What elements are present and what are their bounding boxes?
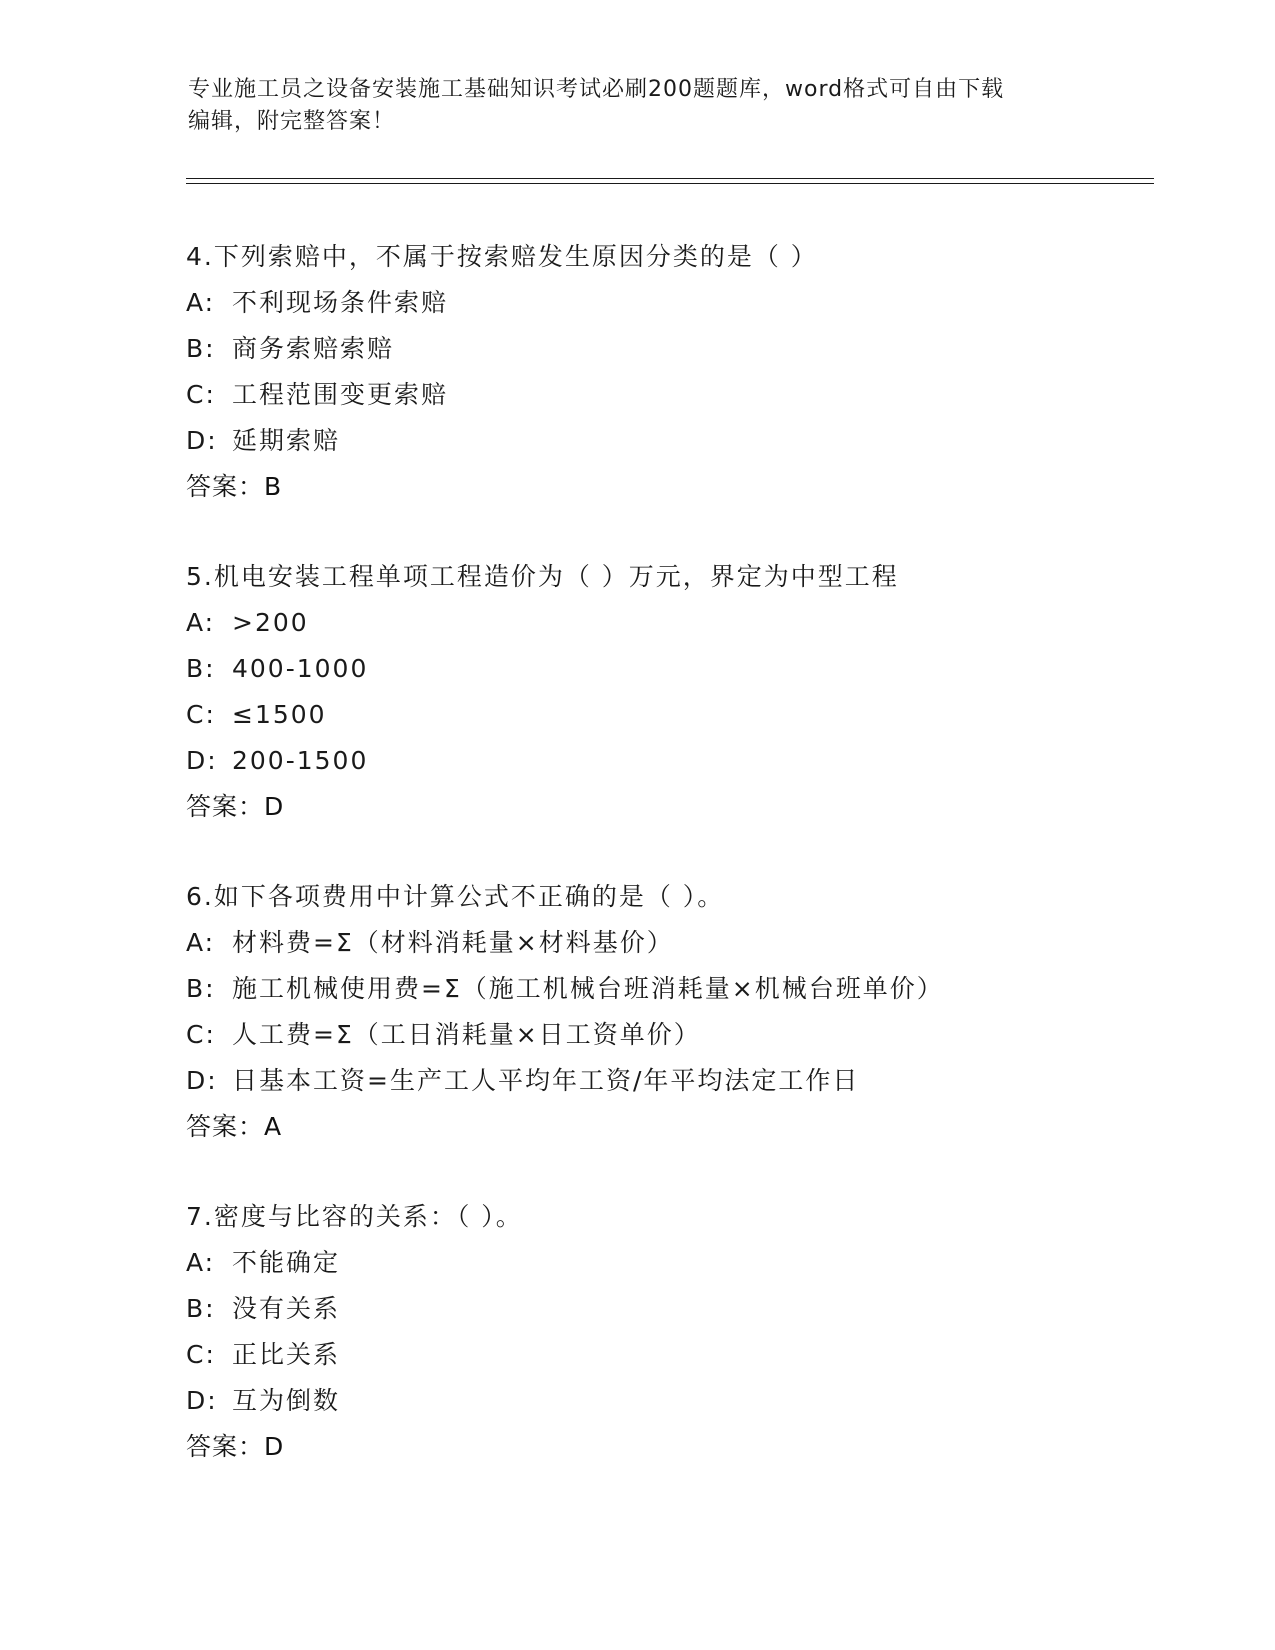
answer-line: 答案：B: [186, 472, 283, 501]
option-text: 延期索赔: [232, 426, 341, 455]
header-line-2: 编辑，附完整答案！: [188, 109, 396, 134]
question-stem: 7.密度与比容的关系：（ ）。: [186, 1202, 523, 1231]
option-d: [186, 1058, 1186, 1104]
option-prefix: A:: [186, 608, 216, 637]
option-text: ≤1500: [232, 700, 327, 729]
question-block: [186, 874, 1186, 1150]
option-prefix: C:: [186, 380, 216, 409]
option-b: [186, 646, 1186, 692]
option-text: 日基本工资=生产工人平均年工资/年平均法定工作日: [232, 1066, 860, 1095]
question-stem: 6.如下各项费用中计算公式不正确的是（ ）。: [186, 882, 725, 911]
option-prefix: D:: [186, 1386, 218, 1415]
question-block: [186, 554, 1186, 830]
option-text: 材料费=Σ（材料消耗量×材料基价）: [232, 928, 674, 957]
option-c: [186, 372, 1186, 418]
option-prefix: D:: [186, 426, 218, 455]
option-text: 施工机械使用费=Σ（施工机械台班消耗量×机械台班单价）: [232, 974, 944, 1003]
header-line-1: 专业施工员之设备安装施工基础知识考试必刷200题题库，word格式可自由下载: [188, 77, 1005, 102]
option-prefix: D:: [186, 746, 218, 775]
option-d: [186, 738, 1186, 784]
question-stem: 4.下列索赔中，不属于按索赔发生原因分类的是（ ）: [186, 242, 818, 271]
option-prefix: C:: [186, 1020, 216, 1049]
option-text: 不能确定: [232, 1248, 341, 1277]
option-c: [186, 692, 1186, 738]
option-text: >200: [232, 608, 309, 637]
question-block: [186, 234, 1186, 510]
question-stem: 5.机电安装工程单项工程造价为（ ）万元，界定为中型工程: [186, 562, 899, 591]
option-c: [186, 1012, 1186, 1058]
option-text: 互为倒数: [232, 1386, 341, 1415]
document-header: [188, 74, 1088, 138]
answer-line: 答案：D: [186, 1432, 285, 1461]
option-prefix: C:: [186, 700, 216, 729]
option-b: [186, 326, 1186, 372]
answer-line: 答案：A: [186, 1112, 283, 1141]
question-block: [186, 1194, 1186, 1470]
header-divider-bottom: [186, 183, 1154, 184]
option-a: [186, 280, 1186, 326]
option-prefix: B:: [186, 1294, 216, 1323]
option-text: 200-1500: [232, 746, 369, 775]
option-text: 不利现场条件索赔: [232, 288, 449, 317]
option-prefix: D:: [186, 1066, 218, 1095]
option-prefix: B:: [186, 654, 216, 683]
option-b: [186, 966, 1186, 1012]
option-text: 工程范围变更索赔: [232, 380, 449, 409]
answer-line: 答案：D: [186, 792, 285, 821]
option-a: [186, 920, 1186, 966]
option-d: [186, 418, 1186, 464]
option-prefix: B:: [186, 334, 216, 363]
option-text: 没有关系: [232, 1294, 341, 1323]
option-text: 400-1000: [232, 654, 369, 683]
option-a: [186, 600, 1186, 646]
option-prefix: A:: [186, 288, 216, 317]
option-prefix: B:: [186, 974, 216, 1003]
header-divider-top: [186, 178, 1154, 179]
option-text: 人工费=Σ（工日消耗量×日工资单价）: [232, 1020, 701, 1049]
option-a: [186, 1240, 1186, 1286]
option-prefix: A:: [186, 928, 216, 957]
option-c: [186, 1332, 1186, 1378]
option-text: 商务索赔索赔: [232, 334, 395, 363]
option-prefix: C:: [186, 1340, 216, 1369]
option-text: 正比关系: [232, 1340, 341, 1369]
option-prefix: A:: [186, 1248, 216, 1277]
option-b: [186, 1286, 1186, 1332]
option-d: [186, 1378, 1186, 1424]
